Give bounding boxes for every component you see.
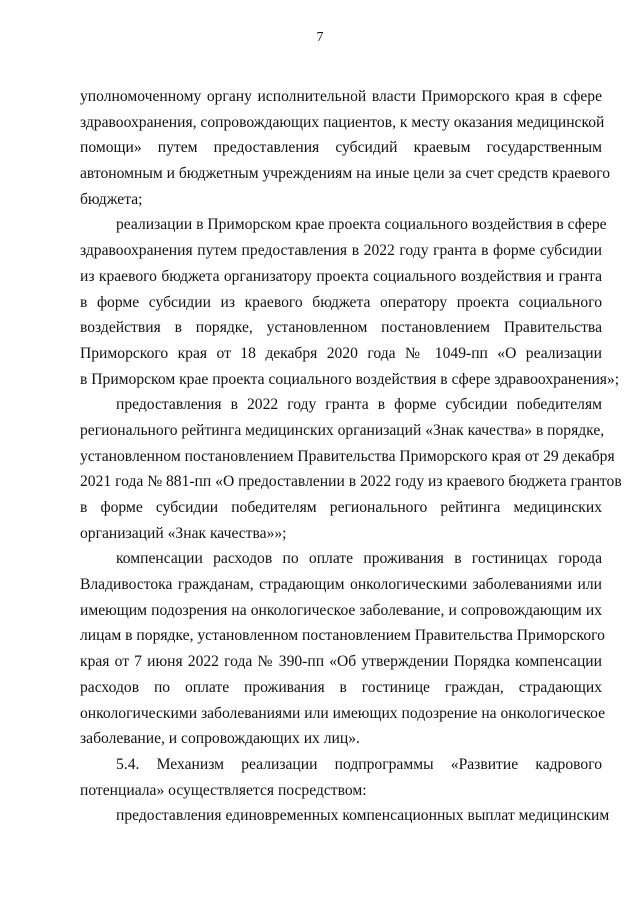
text-line: регионального рейтинга медицинских организаций «Знак качества» в порядке, <box>80 421 605 439</box>
text-line: предоставления единовременных компенсационных выплат медицинским <box>116 807 610 825</box>
text-line: помощи» путем предоставления субсидий краевым государственным <box>80 139 602 157</box>
text-line: заболевание, и сопровождающих их лиц». <box>80 730 360 748</box>
text-line: организаций «Знак качества»»; <box>80 524 287 542</box>
text-line: предоставления в 2022 году гранта в форме субсидии победителям <box>116 396 602 414</box>
text-line: Владивостока гражданам, страдающим онкологическими заболеваниями или <box>80 576 602 594</box>
text-line: в форме субсидии победителям регионального рейтинга медицинских <box>80 499 602 516</box>
text-line: расходов по оплате проживания в гостинице граждан, страдающих <box>80 678 602 696</box>
text-line: лицам в порядке, установленном постановлением Правительства Приморского <box>80 627 605 645</box>
text-line: уполномоченному органу исполнительной власти Приморского края в сфере <box>80 88 602 105</box>
text-line: воздействия в порядке, установленном постановлением Правительства <box>80 319 602 337</box>
text-line: в Приморском крае проекта социального воздействия в сфере здравоохранения»; <box>80 370 620 388</box>
text-line: онкологическими заболеваниями или имеющих подозрение на онкологическое <box>80 704 606 722</box>
page-number: 7 <box>316 30 324 45</box>
text-line: установленном постановлением Правительства Приморского края от 29 декабря <box>80 447 615 465</box>
document-body <box>80 84 622 829</box>
text-line: из краевого бюджета организатору проекта социального воздействия и гранта <box>80 267 602 285</box>
text-line: края от 7 июня 2022 года № 390-пп «Об утверждении Порядка компенсации <box>80 653 602 671</box>
text-line: 2021 года № 881-пп «О предоставлении в 2022 году из краевого бюджета грантов <box>80 473 622 491</box>
text-line: потенциала» осуществляется посредством: <box>80 781 367 799</box>
text-line: здравоохранения, сопровождающих пациентов, к месту оказания медицинской <box>80 113 605 131</box>
text-line: 5.4. Механизм реализации подпрограммы «Развитие кадрового <box>116 755 602 773</box>
text-line: бюджета; <box>80 190 143 208</box>
text-line: в форме субсидии из краевого бюджета оператору проекта социального <box>80 293 602 311</box>
text-line: Приморского края от 18 декабря 2020 года № 1049-пп «О реализации <box>80 344 602 362</box>
text-line: автономным и бюджетным учреждениям на иные цели за счет средств краевого <box>80 165 611 183</box>
text-line: здравоохранения путем предоставления в 2022 году гранта в форме субсидии <box>80 242 602 260</box>
text-line: реализации в Приморском крае проекта социального воздействия в сфере <box>116 216 607 234</box>
text-line: компенсации расходов по оплате проживания в гостиницах города <box>116 550 602 568</box>
text-line: имеющим подозрения на онкологическое заболевание, и сопровождающим их <box>80 601 602 619</box>
